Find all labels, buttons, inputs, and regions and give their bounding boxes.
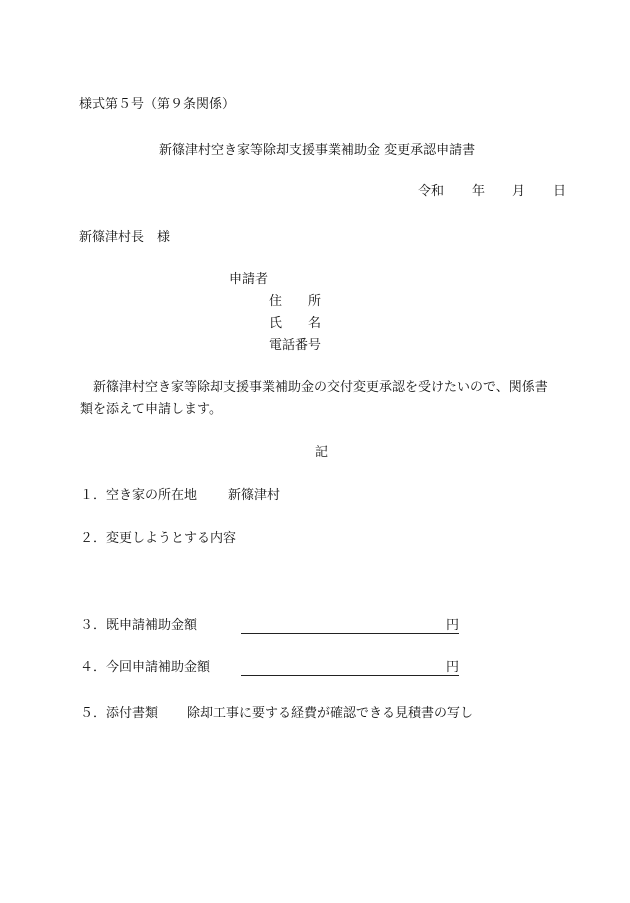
form-id: 様式第５号（第９条関係） bbox=[79, 97, 236, 112]
item-2-label: 変更しようとする内容 bbox=[106, 531, 237, 546]
item-1-label: 空き家の所在地 bbox=[106, 488, 198, 503]
applicant-heading: 申請者 bbox=[229, 272, 269, 287]
addressee: 新篠津村長 様 bbox=[79, 230, 171, 245]
date-day: 日 bbox=[553, 184, 567, 199]
item-3-amount-line bbox=[241, 633, 459, 634]
date-month: 月 bbox=[512, 184, 526, 199]
applicant-phone-label: 電話番号 bbox=[269, 338, 322, 353]
item-4-label: 今回申請補助金額 bbox=[106, 660, 211, 675]
item-5-label: 添付書類 bbox=[106, 706, 159, 721]
item-1-value: 新篠津村 bbox=[228, 488, 281, 503]
ki-heading: 記 bbox=[315, 445, 329, 460]
item-5-number: ５． bbox=[80, 706, 107, 721]
item-4-number: ４． bbox=[80, 660, 107, 675]
item-3-unit: 円 bbox=[446, 618, 460, 633]
item-3-label: 既申請補助金額 bbox=[106, 618, 198, 633]
applicant-name-label: 氏 名 bbox=[269, 316, 322, 331]
applicant-address-label: 住 所 bbox=[269, 294, 322, 309]
item-4-unit: 円 bbox=[446, 660, 460, 675]
date-era: 令和 bbox=[418, 184, 445, 199]
item-1-number: １． bbox=[80, 488, 107, 503]
item-5-value: 除却工事に要する経費が確認できる見積書の写し bbox=[187, 706, 474, 721]
document-title: 新篠津村空き家等除却支援事業補助金 変更承認申請書 bbox=[159, 143, 476, 158]
item-3-number: ３． bbox=[80, 618, 107, 633]
item-2-number: ２． bbox=[80, 531, 107, 546]
date-year: 年 bbox=[472, 184, 486, 199]
item-4-amount-line bbox=[241, 675, 459, 676]
body-paragraph: 新篠津村空き家等除却支援事業補助金の交付変更承認を受けたいので、関係書類を添えて申請します。 bbox=[80, 380, 548, 417]
